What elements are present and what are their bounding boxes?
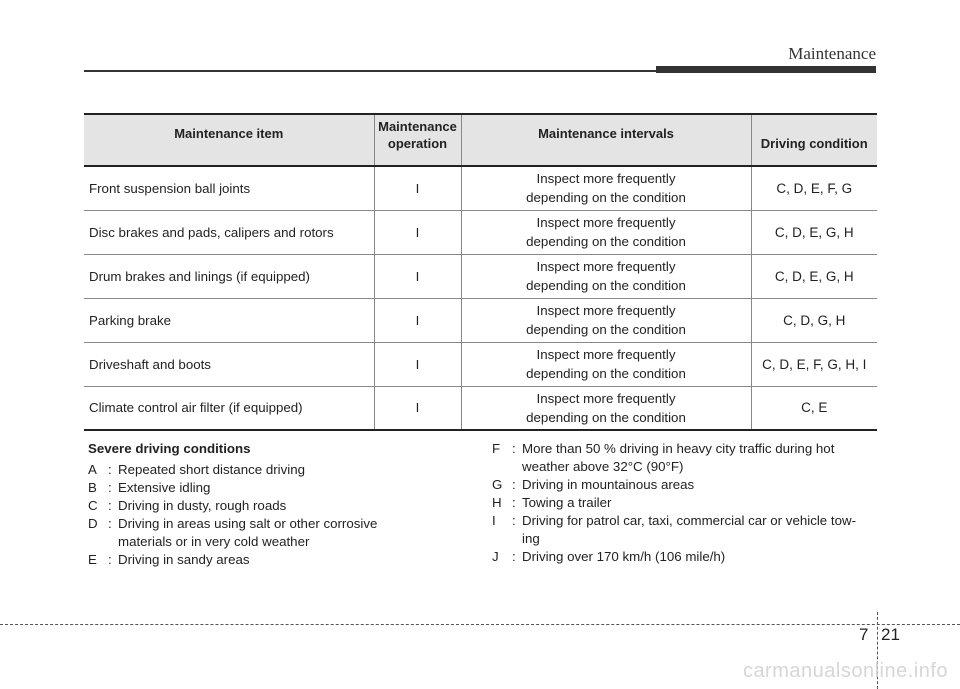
header-driving-condition: Driving condition bbox=[751, 114, 877, 166]
condition-colon: : bbox=[108, 498, 112, 513]
cell-operation: I bbox=[374, 254, 461, 298]
interval-line: Inspect more frequently bbox=[536, 171, 676, 187]
watermark: carmanualsonline.info bbox=[742, 660, 948, 682]
cell-item: Disc brakes and pads, calipers and rotors bbox=[89, 224, 334, 240]
page-number: 21 bbox=[881, 625, 900, 644]
condition-text: Driving for patrol car, taxi, commercial car or vehicle tow-ing bbox=[522, 513, 856, 546]
condition-item bbox=[88, 551, 418, 569]
cell-item: Parking brake bbox=[89, 312, 172, 328]
cell-interval bbox=[461, 298, 751, 342]
condition-key: E bbox=[88, 552, 97, 567]
condition-text: Driving in areas using salt or other corrosive materials or in very cold weather bbox=[118, 516, 378, 549]
table-row bbox=[84, 166, 877, 210]
cell-condition: C, D, E, G, H bbox=[751, 254, 877, 298]
condition-colon: : bbox=[512, 513, 516, 528]
cell-interval bbox=[461, 342, 751, 386]
condition-item bbox=[492, 440, 872, 476]
interval-line: depending on the condition bbox=[526, 409, 686, 425]
section-title: Maintenance bbox=[788, 44, 876, 63]
cell-interval bbox=[461, 210, 751, 254]
cell-item: Drum brakes and linings (if equipped) bbox=[89, 268, 310, 284]
condition-text: Repeated short distance driving bbox=[118, 462, 306, 477]
interval-line: Inspect more frequently bbox=[536, 347, 676, 362]
header-maintenance-intervals: Maintenance intervals bbox=[461, 114, 751, 166]
condition-key: C bbox=[88, 498, 98, 513]
interval-line: depending on the condition bbox=[526, 278, 686, 293]
condition-item bbox=[492, 548, 872, 566]
table-header-row bbox=[84, 114, 877, 166]
condition-colon: : bbox=[512, 549, 516, 564]
cell-item: Front suspension ball joints bbox=[89, 180, 251, 196]
cell-interval bbox=[461, 166, 751, 210]
condition-item bbox=[492, 494, 872, 512]
interval-line: Inspect more frequently bbox=[536, 215, 676, 230]
condition-colon: : bbox=[512, 441, 516, 456]
condition-item bbox=[88, 461, 418, 479]
cell-condition: C, D, E, G, H bbox=[751, 210, 877, 254]
footer-rule bbox=[0, 624, 960, 625]
condition-colon: : bbox=[512, 477, 516, 492]
condition-key: A bbox=[88, 462, 97, 477]
interval-line: depending on the condition bbox=[526, 322, 686, 337]
table-row bbox=[84, 298, 877, 342]
condition-item bbox=[88, 479, 418, 497]
table-row bbox=[84, 386, 877, 430]
condition-colon: : bbox=[108, 462, 112, 477]
interval-line: Inspect more frequently bbox=[536, 390, 676, 406]
severe-conditions-left bbox=[88, 440, 418, 569]
table-row bbox=[84, 254, 877, 298]
condition-key: H bbox=[492, 495, 502, 510]
condition-text: Driving in sandy areas bbox=[118, 552, 250, 567]
header-maintenance-item: Maintenance item bbox=[174, 126, 284, 141]
condition-item bbox=[88, 515, 418, 551]
condition-key: I bbox=[492, 513, 496, 528]
condition-colon: : bbox=[108, 552, 112, 567]
cell-condition: C, D, E, F, G bbox=[751, 166, 877, 210]
condition-key: F bbox=[492, 441, 501, 456]
condition-item bbox=[492, 512, 872, 548]
table-row bbox=[84, 210, 877, 254]
interval-line: Inspect more frequently bbox=[536, 303, 676, 318]
condition-text: Extensive idling bbox=[118, 480, 211, 495]
cell-condition: C, E bbox=[751, 386, 877, 430]
table-row bbox=[84, 342, 877, 386]
condition-colon: : bbox=[108, 480, 112, 495]
cell-interval bbox=[461, 254, 751, 298]
condition-item bbox=[88, 497, 418, 515]
severe-conditions-title: Severe driving conditions bbox=[88, 441, 251, 456]
condition-key: G bbox=[492, 477, 503, 492]
cell-condition: C, D, E, F, G, H, I bbox=[751, 342, 877, 386]
cell-condition: C, D, G, H bbox=[751, 298, 877, 342]
interval-line: Inspect more frequently bbox=[536, 259, 676, 274]
severe-conditions-right bbox=[492, 440, 872, 566]
header-maintenance-operation: Maintenance operation bbox=[374, 114, 461, 166]
condition-colon: : bbox=[512, 495, 516, 510]
condition-key: J bbox=[492, 549, 499, 564]
chapter-number: 7 bbox=[859, 625, 869, 644]
maintenance-table bbox=[84, 113, 877, 431]
condition-item bbox=[492, 476, 872, 494]
interval-line: depending on the condition bbox=[526, 366, 686, 381]
cell-operation: I bbox=[374, 210, 461, 254]
header-bar bbox=[656, 66, 876, 73]
cell-item: Climate control air filter (if equipped) bbox=[89, 400, 303, 416]
condition-colon: : bbox=[108, 516, 112, 531]
header-rule bbox=[84, 70, 656, 72]
interval-line: depending on the condition bbox=[526, 234, 686, 249]
condition-text: Driving in mountainous areas bbox=[522, 477, 695, 492]
condition-text: Towing a trailer bbox=[522, 495, 612, 510]
cell-operation: I bbox=[374, 342, 461, 386]
cell-item: Driveshaft and boots bbox=[89, 356, 211, 372]
condition-key: B bbox=[88, 480, 97, 495]
cell-operation: I bbox=[374, 298, 461, 342]
cell-operation: I bbox=[374, 386, 461, 430]
condition-text: Driving in dusty, rough roads bbox=[118, 498, 287, 513]
interval-line: depending on the condition bbox=[526, 190, 686, 206]
condition-key: D bbox=[88, 516, 98, 531]
condition-text: Driving over 170 km/h (106 mile/h) bbox=[522, 549, 726, 564]
condition-text: More than 50 % driving in heavy city traffic during hot weather above 32°C (90°F) bbox=[522, 441, 835, 474]
cell-operation: I bbox=[374, 166, 461, 210]
cell-interval bbox=[461, 386, 751, 430]
